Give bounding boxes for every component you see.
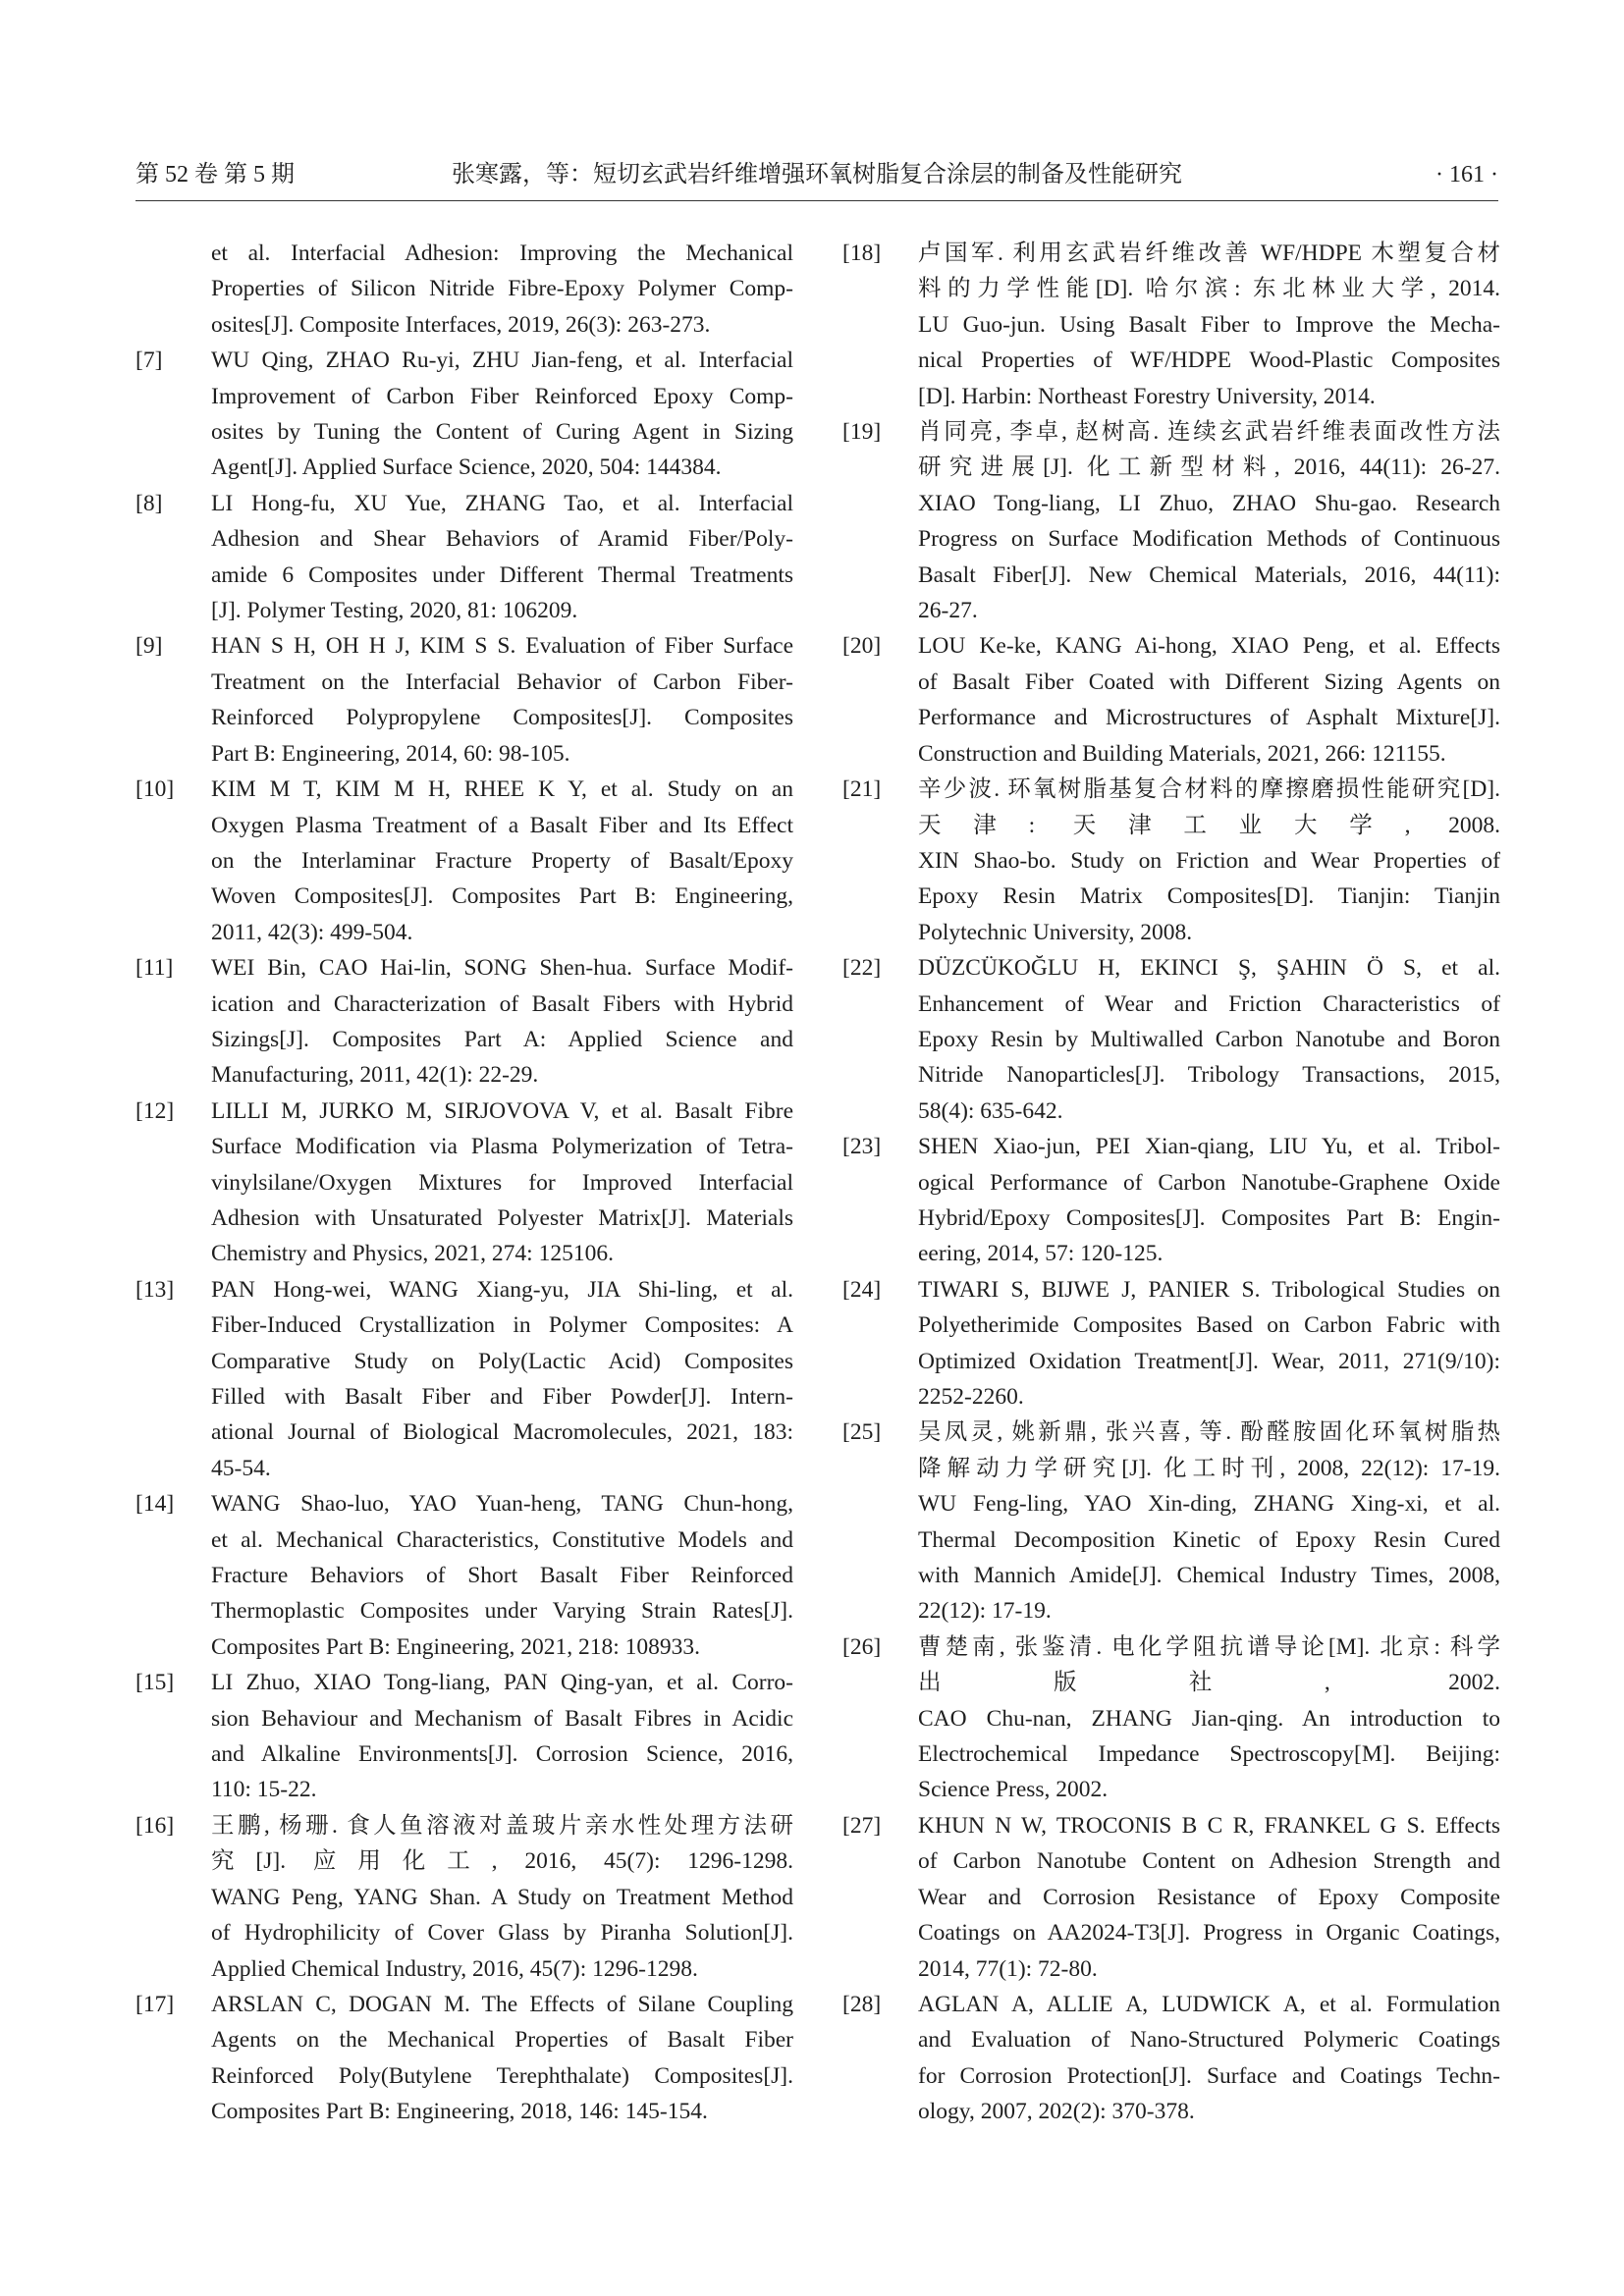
reference-line: of Hydrophilicity of Cover Glass by Piranha Solution[J].	[211, 1920, 793, 1947]
reference-line: ational Journal of Biological Macromolecules, 2021, 183:	[211, 1419, 793, 1446]
reference-line: 22(12): 17-19.	[918, 1598, 1052, 1625]
reference-line: Adhesion with Unsaturated Polyester Matrix[J]. Materials	[211, 1204, 793, 1231]
reference-column-left	[135, 236, 793, 2130]
reference-number: [7]	[135, 347, 163, 374]
reference-number: [23]	[842, 1134, 882, 1160]
reference-line: WANG Peng, YANG Shan. A Study on Treatment Method	[211, 1884, 793, 1910]
reference-line: LILLI M, JURKO M, SIRJOVOVA V, et al. Basalt Fibre	[211, 1097, 793, 1124]
reference-line: Agents on the Mechanical Properties of Basalt Fiber	[211, 2027, 793, 2054]
reference-number: [20]	[842, 633, 882, 660]
reference-line: 料的力学性能[D]. 哈尔滨: 东北林业大学, 2014.	[918, 276, 1500, 302]
reference-line: Filled with Basalt Fiber and Fiber Powder[J]. Intern-	[211, 1384, 793, 1410]
reference-line: 26-27.	[918, 598, 978, 624]
reference-entry	[135, 236, 793, 343]
reference-line: Electrochemical Impedance Spectroscopy[M]. Beijing:	[918, 1741, 1500, 1768]
reference-line: Progress on Surface Modification Methods of Continuous	[918, 526, 1500, 553]
reference-line: Wear and Corrosion Resistance of Epoxy Composite	[918, 1884, 1500, 1910]
reference-line: for Corrosion Protection[J]. Surface and Coatings Techn-	[918, 2062, 1500, 2089]
reference-number: [19]	[842, 419, 882, 446]
reference-line: ology, 2007, 202(2): 370-378.	[918, 2099, 1195, 2125]
reference-number: [12]	[135, 1097, 175, 1124]
reference-line: Properties of Silicon Nitride Fibre-Epoxy Polymer Comp-	[211, 276, 793, 302]
reference-line: 卢国军. 利用玄武岩纤维改善 WF/HDPE 木塑复合材	[918, 240, 1500, 266]
reference-line: Comparative Study on Poly(Lactic Acid) Composites	[211, 1348, 793, 1374]
reference-number: [9]	[135, 633, 163, 660]
reference-line: Woven Composites[J]. Composites Part B: Engineering,	[211, 883, 793, 910]
reference-line: CAO Chu-nan, ZHANG Jian-qing. An introduction to	[918, 1705, 1500, 1732]
reference-line: Chemistry and Physics, 2021, 274: 125106.	[211, 1241, 614, 1267]
reference-line: PAN Hong-wei, WANG Xiang-yu, JIA Shi-ling, et al.	[211, 1276, 793, 1303]
reference-line: Thermoplastic Composites under Varying Strain Rates[J].	[211, 1598, 793, 1625]
reference-line: sion Behaviour and Mechanism of Basalt Fibres in Acidic	[211, 1705, 793, 1732]
reference-line: WANG Shao-luo, YAO Yuan-heng, TANG Chun-hong,	[211, 1491, 793, 1518]
reference-line: Construction and Building Materials, 2021, 266: 121155.	[918, 740, 1446, 767]
reference-line: LI Hong-fu, XU Yue, ZHANG Tao, et al. Interfacial	[211, 490, 793, 516]
reference-line: Epoxy Resin Matrix Composites[D]. Tianjin: Tianjin	[918, 883, 1500, 910]
reference-number: [24]	[842, 1276, 882, 1303]
reference-line: XIN Shao-bo. Study on Friction and Wear Properties of	[918, 847, 1500, 874]
reference-line: nical Properties of WF/HDPE Wood-Plastic Composites	[918, 347, 1500, 374]
reference-line: Fracture Behaviors of Short Basalt Fiber Reinforced	[211, 1563, 793, 1589]
reference-line: Agent[J]. Applied Surface Science, 2020, 504: 144384.	[211, 454, 722, 481]
header-rule	[135, 200, 1498, 201]
reference-entry	[842, 772, 1500, 950]
reference-line: 辛少波. 环氧树脂基复合材料的摩擦磨损性能研究[D].	[918, 776, 1500, 803]
reference-number: [17]	[135, 1991, 175, 2017]
reference-line: Composites Part B: Engineering, 2018, 146: 145-154.	[211, 2099, 708, 2125]
reference-line: Treatment on the Interfacial Behavior of Carbon Fiber-	[211, 668, 793, 695]
reference-entry	[842, 1272, 1500, 1415]
journal-volume-issue: 第 52 卷 第 5 期	[135, 162, 295, 187]
reference-line: Performance and Microstructures of Asphalt Mixture[J].	[918, 705, 1500, 731]
reference-line: Basalt Fiber[J]. New Chemical Materials, 2016, 44(11):	[918, 561, 1500, 588]
reference-number: [28]	[842, 1991, 882, 2017]
reference-number: [22]	[842, 955, 882, 982]
reference-number: [16]	[135, 1812, 175, 1839]
reference-number: [21]	[842, 776, 882, 803]
reference-line: AGLAN A, ALLIE A, LUDWICK A, et al. Formulation	[918, 1991, 1500, 2017]
reference-line: 肖同亮, 李卓, 赵树高. 连续玄武岩纤维表面改性方法	[918, 419, 1500, 446]
reference-entry	[842, 1987, 1500, 2130]
reference-line: 降解动力学研究[J]. 化工时刊, 2008, 22(12): 17-19.	[918, 1455, 1500, 1481]
reference-number: [27]	[842, 1812, 882, 1839]
reference-line: Hybrid/Epoxy Composites[J]. Composites Part B: Engin-	[918, 1204, 1500, 1231]
running-title: 张寒露，等：短切玄武岩纤维增强环氧树脂复合涂层的制备及性能研究	[452, 162, 1182, 187]
reference-line: amide 6 Composites under Different Thermal Treatments	[211, 561, 793, 588]
reference-line: WU Qing, ZHAO Ru-yi, ZHU Jian-feng, et al. Interfacial	[211, 347, 793, 374]
reference-line: eering, 2014, 57: 120-125.	[918, 1241, 1164, 1267]
reference-line: Reinforced Polypropylene Composites[J]. Composites	[211, 705, 793, 731]
reference-line: KHUN N W, TROCONIS B C R, FRANKEL G S. Effects	[918, 1812, 1500, 1839]
reference-number: [10]	[135, 776, 175, 803]
reference-entry	[135, 772, 793, 950]
reference-entry	[135, 628, 793, 772]
reference-line: Surface Modification via Plasma Polymerization of Tetra-	[211, 1134, 793, 1160]
reference-line: et al. Mechanical Characteristics, Constitutive Models and	[211, 1526, 793, 1553]
reference-number: [25]	[842, 1419, 882, 1446]
reference-entry	[842, 1629, 1500, 1808]
reference-line: osites[J]. Composite Interfaces, 2019, 26(3): 263-273.	[211, 311, 711, 338]
reference-line: Applied Chemical Industry, 2016, 45(7): 1296-1298.	[211, 1955, 698, 1982]
reference-line: of Carbon Nanotube Content on Adhesion Strength and	[918, 1848, 1500, 1875]
reference-entry	[842, 950, 1500, 1129]
reference-number: [13]	[135, 1276, 175, 1303]
reference-line: Composites Part B: Engineering, 2021, 218: 108933.	[211, 1633, 701, 1660]
reference-line: Adhesion and Shear Behaviors of Aramid Fiber/Poly-	[211, 526, 793, 553]
reference-line: 110: 15-22.	[211, 1777, 317, 1803]
reference-line: Science Press, 2002.	[918, 1777, 1109, 1803]
reference-number: [11]	[135, 955, 174, 982]
reference-line: 2252-2260.	[918, 1384, 1024, 1410]
reference-line: vinylsilane/Oxygen Mixtures for Improved Interfacial	[211, 1169, 793, 1196]
reference-line: Enhancement of Wear and Friction Characteristics of	[918, 990, 1500, 1017]
reference-line: 出版社, 2002.	[918, 1670, 1500, 1696]
reference-line: 曹楚南, 张鉴清. 电化学阻抗谱导论[M]. 北京: 科学	[918, 1633, 1500, 1660]
reference-line: 究[J]. 应用化工, 2016, 45(7): 1296-1298.	[211, 1848, 793, 1875]
reference-line: [D]. Harbin: Northeast Forestry University, 2014.	[918, 383, 1376, 409]
reference-entry	[842, 1129, 1500, 1272]
reference-line: ication and Characterization of Basalt Fibers with Hybrid	[211, 990, 793, 1017]
reference-line: Epoxy Resin by Multiwalled Carbon Nanotube and Boron	[918, 1026, 1500, 1052]
reference-line: 58(4): 635-642.	[918, 1097, 1063, 1124]
reference-entry	[135, 950, 793, 1094]
reference-line: Nitride Nanoparticles[J]. Tribology Transactions, 2015,	[918, 1062, 1500, 1089]
reference-number: [8]	[135, 490, 163, 516]
reference-line: LI Zhuo, XIAO Tong-liang, PAN Qing-yan, et al. Corro-	[211, 1670, 793, 1696]
reference-line: on the Interlaminar Fracture Property of Basalt/Epoxy	[211, 847, 793, 874]
reference-line: and Evaluation of Nano-Structured Polymeric Coatings	[918, 2027, 1500, 2054]
reference-line: DÜZCÜKOĞLU H, EKINCI Ş, ŞAHIN Ö S, et al.	[918, 955, 1500, 982]
reference-entry	[135, 486, 793, 629]
reference-line: Thermal Decomposition Kinetic of Epoxy Resin Cured	[918, 1526, 1500, 1553]
running-header	[135, 155, 1498, 194]
reference-number: [14]	[135, 1491, 175, 1518]
reference-entry	[135, 1272, 793, 1486]
reference-line: Coatings on AA2024-T3[J]. Progress in Organic Coatings,	[918, 1920, 1500, 1947]
reference-line: SHEN Xiao-jun, PEI Xian-qiang, LIU Yu, et al. Tribol-	[918, 1134, 1500, 1160]
reference-entry	[842, 1415, 1500, 1629]
reference-column-right	[842, 236, 1500, 2130]
reference-line: of Basalt Fiber Coated with Different Sizing Agents on	[918, 668, 1500, 695]
reference-line: 王鹏, 杨珊. 食人鱼溶液对盖玻片亲水性处理方法研	[211, 1812, 793, 1839]
reference-line: Oxygen Plasma Treatment of a Basalt Fiber and Its Effect	[211, 812, 793, 838]
reference-number: [26]	[842, 1633, 882, 1660]
reference-line: XIAO Tong-liang, LI Zhuo, ZHAO Shu-gao. Research	[918, 490, 1500, 516]
reference-entry	[842, 414, 1500, 628]
reference-line: Improvement of Carbon Fiber Reinforced Epoxy Comp-	[211, 383, 793, 409]
reference-entry	[842, 236, 1500, 414]
reference-line: Manufacturing, 2011, 42(1): 22-29.	[211, 1062, 539, 1089]
reference-entry	[135, 343, 793, 486]
reference-entry	[135, 1987, 793, 2130]
reference-entry	[135, 1094, 793, 1272]
reference-line: Optimized Oxidation Treatment[J]. Wear, 2011, 271(9/10):	[918, 1348, 1500, 1374]
reference-number: [15]	[135, 1670, 175, 1696]
reference-line: osites by Tuning the Content of Curing Agent in Sizing	[211, 419, 793, 446]
reference-line: ARSLAN C, DOGAN M. The Effects of Silane Coupling	[211, 1991, 793, 2017]
reference-line: and Alkaline Environments[J]. Corrosion Science, 2016,	[211, 1741, 793, 1768]
reference-entry	[135, 1665, 793, 1808]
reference-line: Part B: Engineering, 2014, 60: 98-105.	[211, 740, 570, 767]
reference-line: Polyetherimide Composites Based on Carbon Fabric with	[918, 1312, 1500, 1339]
reference-number: [18]	[842, 240, 882, 266]
reference-entry	[135, 1486, 793, 1665]
reference-line: 2011, 42(3): 499-504.	[211, 919, 413, 945]
reference-line: LU Guo-jun. Using Basalt Fiber to Improve the Mecha-	[918, 311, 1500, 338]
reference-line: HAN S H, OH H J, KIM S S. Evaluation of Fiber Surface	[211, 633, 793, 660]
reference-line: Fiber-Induced Crystallization in Polymer Composites: A	[211, 1312, 793, 1339]
reference-line: KIM M T, KIM M H, RHEE K Y, et al. Study on an	[211, 776, 793, 803]
reference-line: 吴凤灵, 姚新鼎, 张兴喜, 等. 酚醛胺固化环氧树脂热	[918, 1419, 1500, 1446]
reference-line: Reinforced Poly(Butylene Terephthalate) Composites[J].	[211, 2062, 793, 2089]
reference-line: LOU Ke-ke, KANG Ai-hong, XIAO Peng, et al. Effects	[918, 633, 1500, 660]
reference-line: 研究进展[J]. 化工新型材料, 2016, 44(11): 26-27.	[918, 454, 1500, 481]
reference-line: ogical Performance of Carbon Nanotube-Graphene Oxide	[918, 1169, 1500, 1196]
reference-line: 天津: 天津工业大学, 2008.	[918, 812, 1500, 838]
reference-line: 2014, 77(1): 72-80.	[918, 1955, 1098, 1982]
reference-line: Polytechnic University, 2008.	[918, 919, 1193, 945]
reference-line: Sizings[J]. Composites Part A: Applied Science and	[211, 1026, 793, 1052]
reference-line: 45-54.	[211, 1455, 271, 1481]
reference-entry	[135, 1808, 793, 1987]
reference-line: [J]. Polymer Testing, 2020, 81: 106209.	[211, 598, 578, 624]
page-number: · 161 ·	[1435, 162, 1498, 187]
reference-entry	[842, 628, 1500, 772]
reference-line: with Mannich Amide[J]. Chemical Industry Times, 2008,	[918, 1563, 1500, 1589]
reference-entry	[842, 1808, 1500, 1987]
reference-line: WU Feng-ling, YAO Xin-ding, ZHANG Xing-xi, et al.	[918, 1491, 1500, 1518]
reference-line: et al. Interfacial Adhesion: Improving the Mechanical	[211, 240, 793, 266]
reference-line: TIWARI S, BIJWE J, PANIER S. Tribological Studies on	[918, 1276, 1500, 1303]
reference-line: WEI Bin, CAO Hai-lin, SONG Shen-hua. Surface Modif-	[211, 955, 793, 982]
